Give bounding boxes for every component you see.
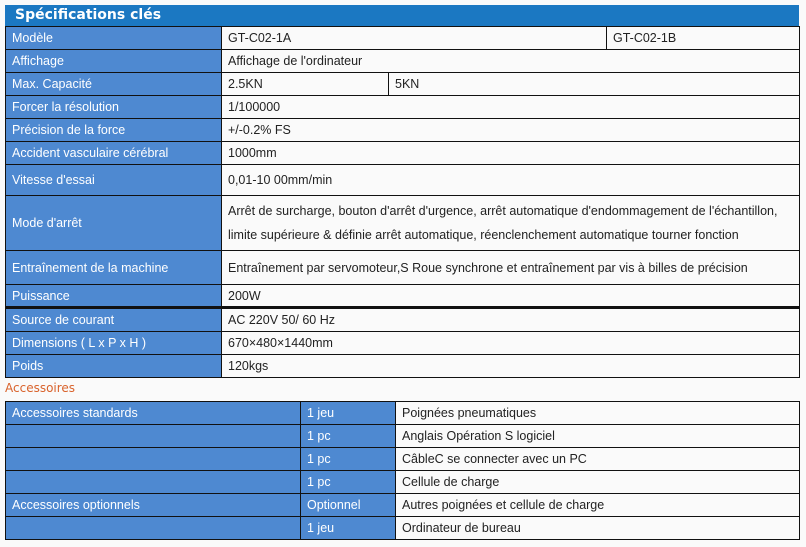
page-top (0, 0, 806, 4)
spec-label: Affichage (6, 50, 222, 73)
spec-value-line: Arrêt de surcharge, bouton d'arrêt d'urgence, arrêt automatique d'endommagement de l'échantillon, (228, 204, 778, 218)
spec-value: Entraînement par servomoteur,S Roue synchrone et entraînement par vis à billes de précision (222, 251, 800, 285)
specs-table (5, 26, 800, 378)
spec-label: Vitesse d'essai (6, 165, 222, 196)
accessories-table (5, 401, 800, 540)
spec-value: 670×480×1440mm (222, 332, 800, 355)
spec-row-weight (6, 355, 800, 378)
spec-row-resolution (6, 96, 800, 119)
accessory-qty: 1 pc (301, 471, 396, 494)
accessory-row (6, 402, 800, 425)
spec-row-model (6, 27, 800, 50)
spec-row-speed (6, 165, 800, 196)
accessory-row (6, 448, 800, 471)
accessory-row (6, 425, 800, 448)
accessory-item: CâbleC se connecter avec un PC (396, 448, 800, 471)
accessory-category: Accessoires standards (6, 402, 301, 425)
accessory-qty: 1 jeu (301, 402, 396, 425)
spec-label: Max. Capacité (6, 73, 222, 96)
spec-label: Entraînement de la machine (6, 251, 222, 285)
accessory-category (6, 425, 301, 448)
spec-value: 200W (222, 285, 800, 308)
spec-row-stop-mode (6, 196, 800, 251)
spec-row-dimensions (6, 332, 800, 355)
accessory-row (6, 517, 800, 540)
accessory-row (6, 471, 800, 494)
spec-value-b: GT-C02-1B (607, 27, 800, 50)
spec-row-drive (6, 251, 800, 285)
spec-label: Poids (6, 355, 222, 378)
accessory-qty: 1 pc (301, 448, 396, 471)
spec-value (222, 196, 800, 251)
spec-value-a: 2.5KN (222, 73, 389, 96)
accessory-item: Ordinateur de bureau (396, 517, 800, 540)
spec-value: 120kgs (222, 355, 800, 378)
accessory-category (6, 448, 301, 471)
spec-row-power (6, 285, 800, 308)
spec-label: Forcer la résolution (6, 96, 222, 119)
spec-row-capacity (6, 73, 800, 96)
accessory-item: Anglais Opération S logiciel (396, 425, 800, 448)
accessory-category: Accessoires optionnels (6, 494, 301, 517)
spec-label: Dimensions ( L x P x H ) (6, 332, 222, 355)
spec-label: Puissance (6, 285, 222, 308)
spec-row-stroke (6, 142, 800, 165)
spec-value: AC 220V 50/ 60 Hz (222, 308, 800, 332)
specs-title: Spécifications clés (5, 5, 799, 26)
spec-value: +/-0.2% FS (222, 119, 800, 142)
spec-row-supply (6, 308, 800, 332)
spec-value-line: limite supérieure & définie arrêt automatique, réenclenchement automatique tourner fonction (228, 228, 739, 242)
spec-value: 0,01-10 00mm/min (222, 165, 800, 196)
accessory-qty: Optionnel (301, 494, 396, 517)
accessory-qty: 1 jeu (301, 517, 396, 540)
accessory-category (6, 471, 301, 494)
accessory-item: Autres poignées et cellule de charge (396, 494, 800, 517)
spec-row-display (6, 50, 800, 73)
spec-row-precision (6, 119, 800, 142)
spec-label: Mode d'arrêt (6, 196, 222, 251)
spec-value: Affichage de l'ordinateur (222, 50, 800, 73)
spec-label: Précision de la force (6, 119, 222, 142)
spec-label: Accident vasculaire cérébral (6, 142, 222, 165)
accessory-item: Poignées pneumatiques (396, 402, 800, 425)
accessories-title: Accessoires (5, 381, 76, 395)
spec-label: Modèle (6, 27, 222, 50)
accessory-qty: 1 pc (301, 425, 396, 448)
spec-value: 1000mm (222, 142, 800, 165)
spec-value-b: 5KN (389, 73, 800, 96)
accessory-category (6, 517, 301, 540)
spec-value-a: GT-C02-1A (222, 27, 607, 50)
spec-label: Source de courant (6, 308, 222, 332)
accessory-item: Cellule de charge (396, 471, 800, 494)
accessory-row (6, 494, 800, 517)
spec-value: 1/100000 (222, 96, 800, 119)
